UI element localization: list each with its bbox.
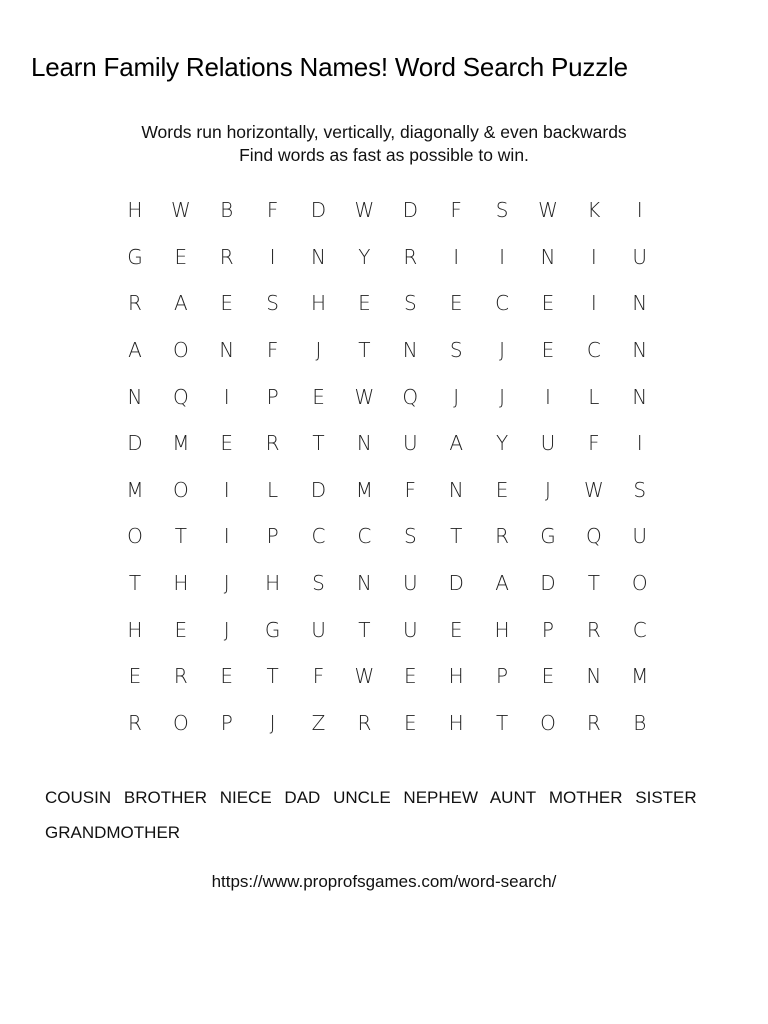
word-item: NEPHEW [403,788,479,807]
grid-cell[interactable]: C [632,617,647,642]
grid-cell[interactable]: Y [358,244,371,269]
grid-cell[interactable]: N [127,384,143,409]
grid-cell[interactable]: I [636,431,643,456]
grid-cell[interactable]: R [586,617,601,642]
grid-cell[interactable]: N [402,338,418,363]
grid-cell[interactable]: T [128,571,142,596]
grid-cell[interactable]: J [453,384,460,409]
grid-cell[interactable]: E [174,244,188,269]
grid-cell[interactable]: H [310,291,327,316]
grid-cell[interactable]: F [266,338,279,363]
grid-cell[interactable]: D [127,431,143,456]
grid-cell[interactable]: I [269,244,276,269]
grid-cell[interactable]: L [588,384,600,409]
grid-cell[interactable]: E [128,664,142,689]
grid-cell[interactable]: N [219,338,235,363]
grid-cell[interactable]: R [127,710,142,735]
grid-cell[interactable]: I [453,244,460,269]
grid-cell[interactable]: F [588,431,600,456]
grid-cell[interactable]: J [269,710,276,735]
grid-cell[interactable]: W [354,664,375,689]
grid-cell[interactable]: E [541,664,555,689]
grid-cell[interactable]: T [450,524,463,549]
grid-cell[interactable]: G [127,244,143,269]
grid-cell[interactable]: T [495,710,509,735]
puzzle-title: Learn Family Relations Names! Word Search Puzzle [31,52,628,82]
grid-cell[interactable]: J [545,477,551,502]
grid-cell[interactable]: S [449,338,463,363]
grid-cell[interactable]: T [358,338,371,363]
grid-cell[interactable]: P [266,384,279,409]
grid-cell[interactable]: N [311,244,326,269]
grid-cell[interactable]: A [495,571,509,596]
grid-cell[interactable]: U [311,617,326,642]
grid-cell[interactable]: I [545,384,551,409]
grid-cell[interactable]: J [223,617,230,642]
word-list [45,780,705,850]
grid-cell[interactable]: I [590,244,597,269]
grid-cell[interactable]: A [128,338,142,363]
grid-cell[interactable]: I [223,477,230,502]
grid-cell[interactable]: U [402,571,418,596]
grid-cell[interactable]: N [632,291,648,316]
grid-cell[interactable]: K [587,198,601,223]
grid-cell[interactable]: N [586,664,602,689]
word-item: MOTHER [548,788,623,807]
grid-cell[interactable]: E [403,664,417,689]
grid-cell[interactable]: R [265,431,280,456]
grid-cell[interactable]: Q [585,524,602,549]
grid-cell[interactable]: H [265,571,281,596]
grid-cell[interactable]: H [173,571,189,596]
grid-cell[interactable]: O [172,710,189,735]
grid-cell[interactable]: R [403,244,418,269]
grid-cell[interactable]: H [127,617,143,642]
word-item: AUNT [489,788,537,807]
grid-cell[interactable]: R [586,710,601,735]
grid-cell[interactable]: F [312,664,325,689]
grid-cell[interactable]: D [310,198,327,223]
grid-cell[interactable]: M [126,477,144,502]
grid-cell[interactable]: R [173,664,188,689]
grid-cell[interactable]: T [358,617,371,642]
grid-cell[interactable]: U [540,431,556,456]
grid-cell[interactable]: J [499,338,506,363]
grid-cell[interactable]: N [632,338,648,363]
grid-cell[interactable]: W [354,384,375,409]
grid-cell[interactable]: F [266,198,279,223]
grid-cell[interactable]: B [220,198,234,223]
grid-cell[interactable]: I [223,384,230,409]
grid-cell[interactable]: E [495,477,509,502]
grid-cell[interactable]: D [402,198,418,223]
grid-cell[interactable]: I [499,244,506,269]
grid-cell[interactable]: S [266,291,279,316]
instructions-line-1: Words run horizontally, vertically, diagonally & even backwards [141,122,627,142]
grid-cell[interactable]: Y [495,431,509,456]
grid-cell[interactable]: U [632,524,648,549]
grid-cell[interactable]: E [312,384,325,409]
word-item: GRANDMOTHER [45,823,181,842]
grid-cell[interactable]: T [174,524,187,549]
grid-cell[interactable]: Z [311,710,326,735]
grid-cell[interactable]: U [632,244,648,269]
grid-cell[interactable]: T [587,571,600,596]
grid-cell[interactable]: E [403,710,417,735]
grid-cell[interactable]: C [586,338,601,363]
grid-cell[interactable]: W [354,198,375,223]
word-item: NIECE [219,788,272,807]
word-item: UNCLE [333,788,391,807]
grid-cell[interactable]: O [127,524,143,549]
grid-cell[interactable]: W [583,477,604,502]
grid-cell[interactable]: R [357,710,372,735]
grid-cell[interactable]: W [538,198,558,223]
grid-cell[interactable]: E [541,291,555,316]
grid-cell[interactable]: I [636,198,643,223]
grid-cell[interactable]: O [172,477,189,502]
grid-cell[interactable]: F [404,477,417,502]
grid-cell[interactable]: J [223,571,230,596]
grid-cell[interactable]: O [631,571,648,596]
grid-cell[interactable]: Q [402,384,419,409]
grid-cell[interactable]: R [495,524,510,549]
grid-cell[interactable]: E [449,617,463,642]
grid-cell[interactable]: N [540,244,556,269]
grid-cell[interactable]: E [220,664,234,689]
grid-cell[interactable]: P [220,710,233,735]
grid-cell[interactable]: E [358,291,371,316]
grid-cell[interactable]: N [632,384,648,409]
grid-cell[interactable]: G [540,524,556,549]
grid-cell[interactable]: T [266,664,279,689]
grid-cell[interactable]: J [499,384,506,409]
grid-cell[interactable]: S [495,198,509,223]
grid-cell[interactable]: D [540,571,556,596]
grid-cell[interactable]: R [219,244,234,269]
grid-cell[interactable]: E [220,291,234,316]
grid-cell[interactable]: M [172,431,190,456]
grid-cell[interactable]: J [315,338,322,363]
grid-cell[interactable]: H [494,617,510,642]
grid-cell[interactable]: N [448,477,464,502]
grid-cell[interactable]: E [541,338,555,363]
grid-cell[interactable]: H [127,198,143,223]
word-item: COUSIN [45,788,112,807]
grid-cell[interactable]: N [356,431,372,456]
word-item: DAD [284,788,321,807]
grid-cell[interactable]: E [449,291,463,316]
grid-cell[interactable]: M [631,664,649,689]
grid-cell[interactable]: C [357,524,372,549]
source-url[interactable]: https://www.proprofsgames.com/word-search/ [211,872,557,891]
grid-cell[interactable]: T [312,431,325,456]
grid-cell[interactable]: A [449,431,464,456]
grid-cell[interactable]: C [311,524,326,549]
grid-cell[interactable]: W [170,198,191,223]
grid-cell[interactable]: A [173,291,188,316]
grid-cell[interactable]: D [310,477,327,502]
grid-cell[interactable]: C [495,291,510,316]
grid-cell[interactable]: P [496,664,509,689]
grid-cell[interactable]: N [356,571,372,596]
grid-cell[interactable]: S [633,477,647,502]
instructions-line-2: Find words as fast as possible to win. [239,145,529,165]
grid-cell[interactable]: O [540,710,556,735]
grid-cell[interactable]: E [220,431,234,456]
grid-cell[interactable]: S [312,571,325,596]
grid-cell[interactable]: I [590,291,597,316]
grid-cell[interactable]: O [172,338,189,363]
grid-cell[interactable]: H [448,664,464,689]
grid-cell[interactable]: L [267,477,279,502]
grid-cell[interactable]: R [127,291,142,316]
grid-cell[interactable]: P [266,524,279,549]
grid-cell[interactable]: M [355,477,374,502]
grid-cell[interactable]: I [223,524,230,549]
grid-cell[interactable]: E [174,617,188,642]
letter-grid[interactable] [112,187,663,746]
word-item: BROTHER [123,788,207,807]
grid-cell[interactable]: U [402,617,418,642]
grid-cell[interactable]: Q [172,384,189,409]
grid-cell[interactable]: P [541,617,554,642]
instructions [0,121,768,167]
grid-cell[interactable]: B [633,710,647,735]
grid-cell[interactable]: F [450,198,462,223]
grid-cell[interactable]: S [403,524,417,549]
grid-cell[interactable]: U [402,431,418,456]
grid-cell[interactable]: D [448,571,464,596]
grid-cell[interactable]: S [403,291,417,316]
grid-cell[interactable]: G [264,617,281,642]
word-item: SISTER [635,788,697,807]
grid-cell[interactable]: H [448,710,464,735]
